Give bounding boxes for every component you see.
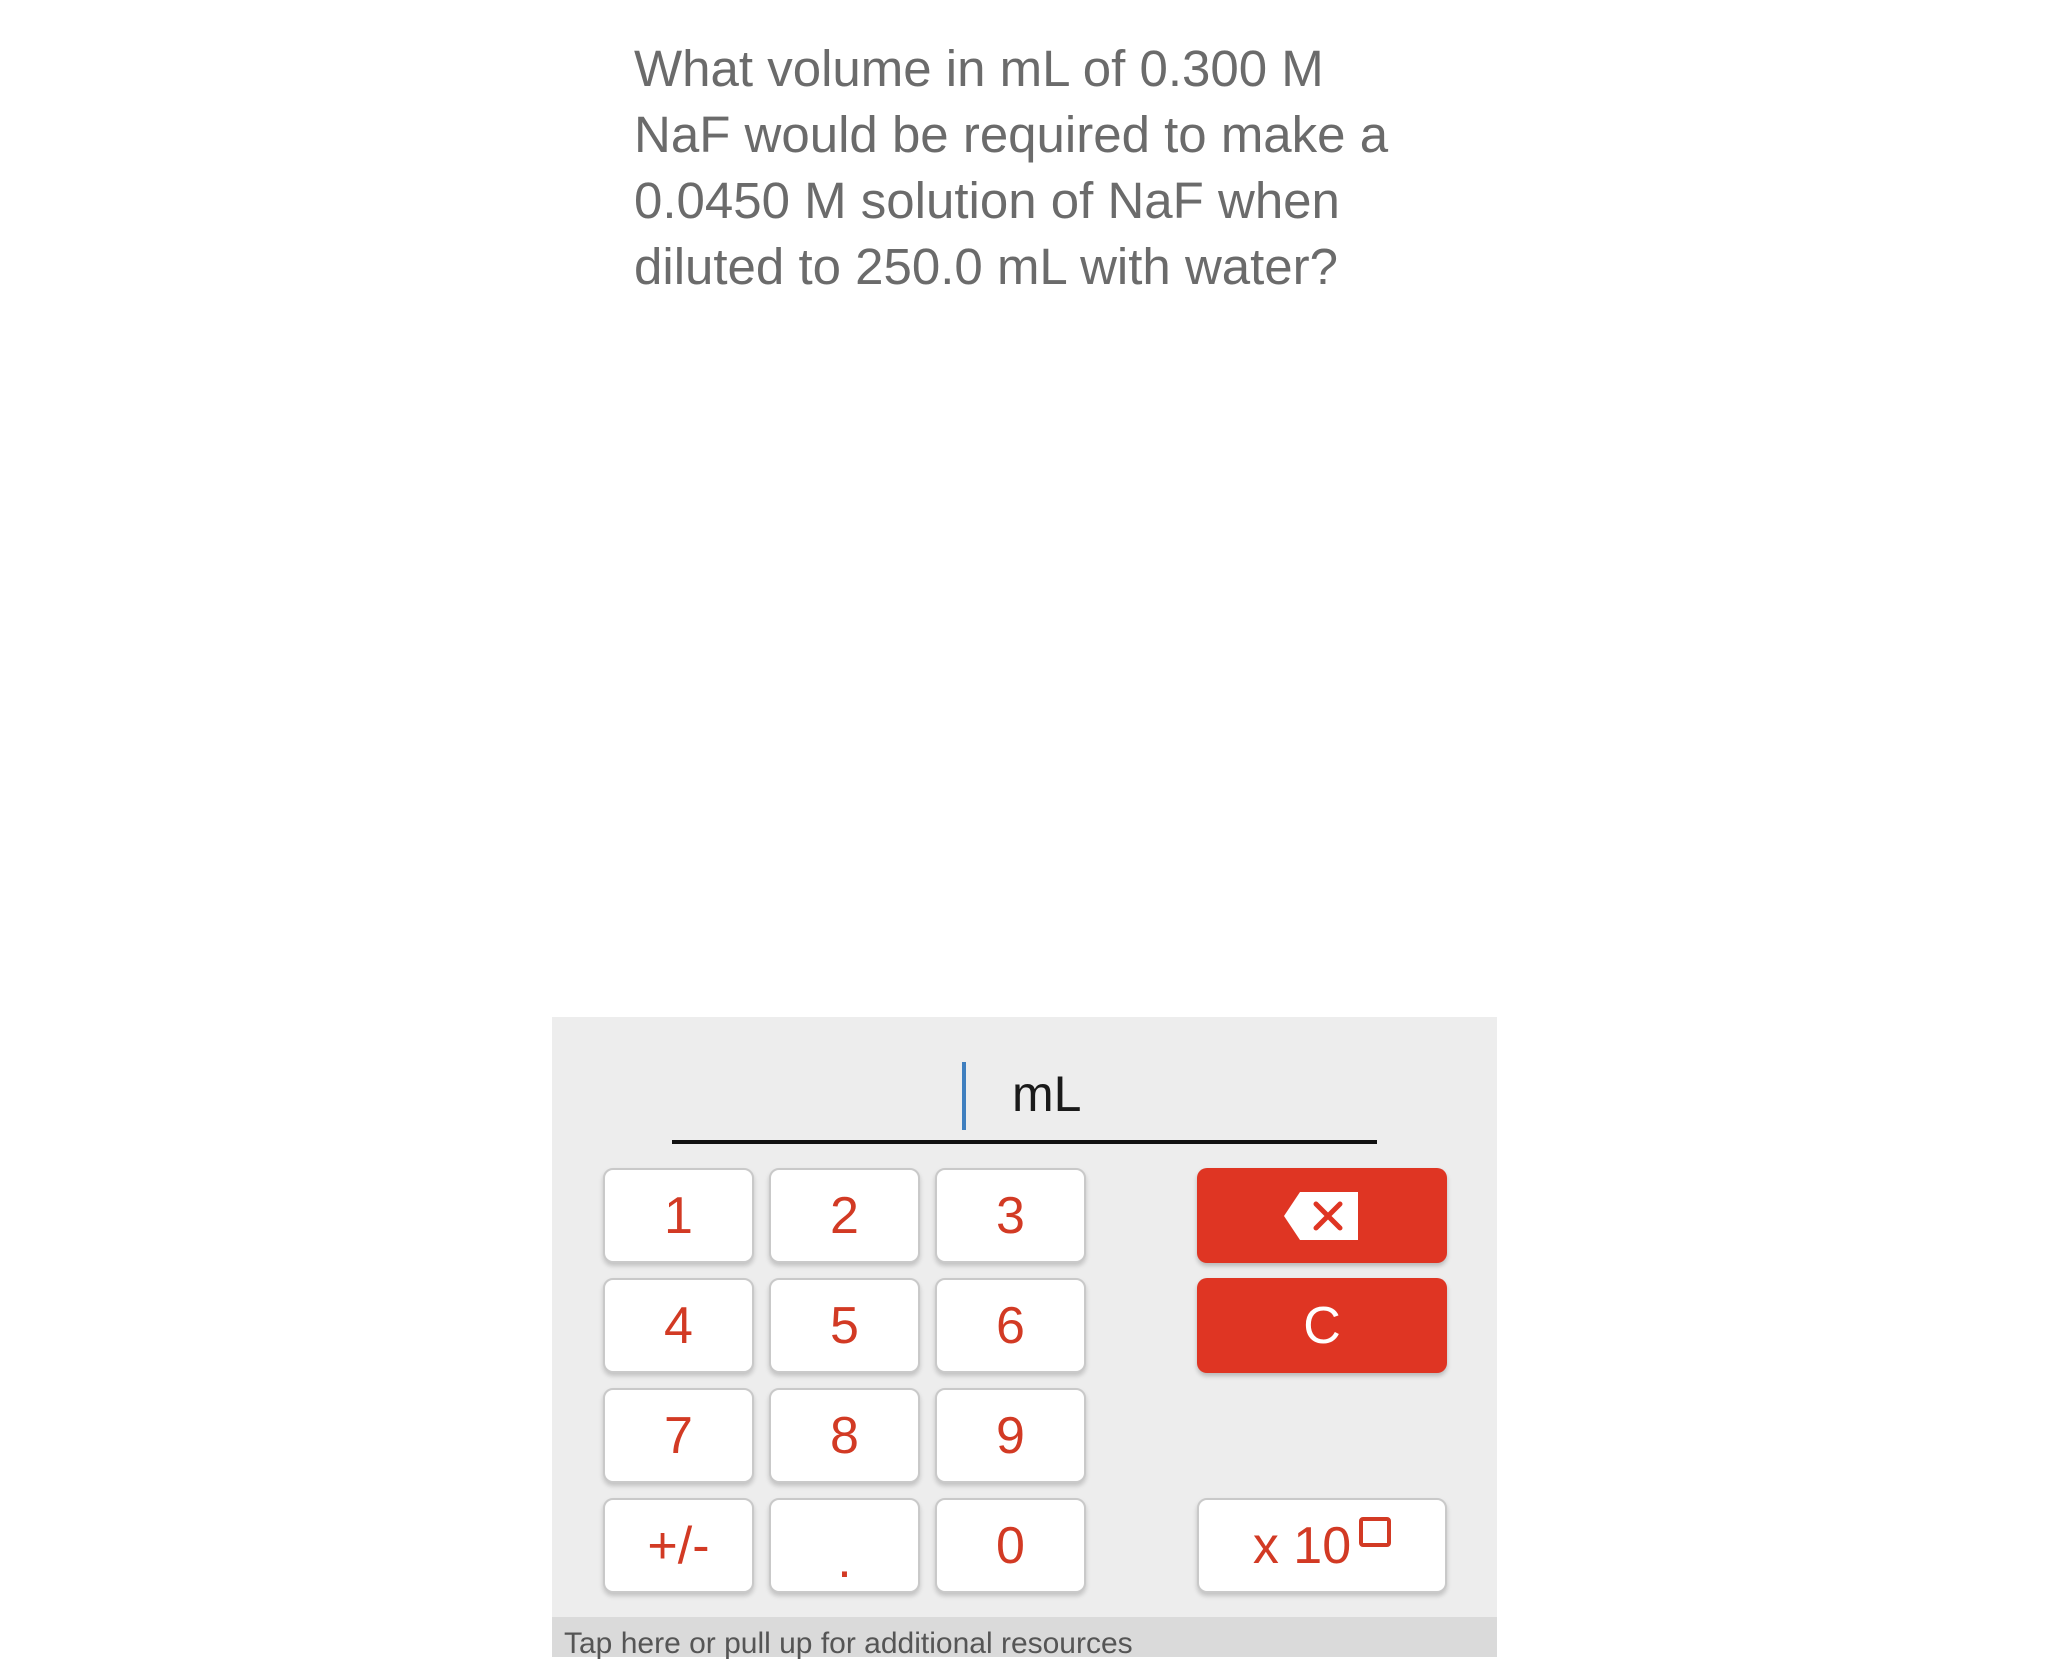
text-cursor — [962, 1062, 966, 1130]
key-plus-minus[interactable]: +/- — [603, 1498, 754, 1593]
answer-underline — [672, 1140, 1377, 1144]
key-8[interactable]: 8 — [769, 1388, 920, 1483]
key-7[interactable]: 7 — [603, 1388, 754, 1483]
exponent-box-icon — [1359, 1517, 1391, 1547]
key-4[interactable]: 4 — [603, 1278, 754, 1373]
key-decimal[interactable] — [769, 1498, 920, 1593]
clear-label: C — [1303, 1296, 1341, 1355]
key-0[interactable]: 0 — [935, 1498, 1086, 1593]
question-line: 0.0450 M solution of NaF when — [634, 172, 1340, 229]
key-5[interactable]: 5 — [769, 1278, 920, 1373]
key-9[interactable]: 9 — [935, 1388, 1086, 1483]
question-line: diluted to 250.0 mL with water? — [634, 238, 1339, 295]
answer-panel — [552, 1017, 1497, 1660]
backspace-button[interactable] — [1197, 1168, 1447, 1263]
unit-label: mL — [1012, 1066, 1082, 1122]
answer-field[interactable] — [672, 1047, 1377, 1144]
key-6[interactable]: 6 — [935, 1278, 1086, 1373]
question-text — [634, 36, 1454, 300]
times-ten-button[interactable] — [1197, 1498, 1447, 1593]
backspace-icon — [1282, 1190, 1362, 1242]
key-1[interactable]: 1 — [603, 1168, 754, 1263]
times-ten-label: x 10 — [1252, 1516, 1352, 1575]
key-3[interactable]: 3 — [935, 1168, 1086, 1263]
question-line: NaF would be required to make a — [634, 106, 1389, 163]
resources-bar[interactable]: Tap here or pull up for additional resources — [552, 1617, 1497, 1657]
question-line: What volume in mL of 0.300 M — [634, 40, 1324, 97]
decimal-label: . — [837, 1530, 852, 1589]
clear-button[interactable] — [1197, 1278, 1447, 1373]
key-2[interactable]: 2 — [769, 1168, 920, 1263]
